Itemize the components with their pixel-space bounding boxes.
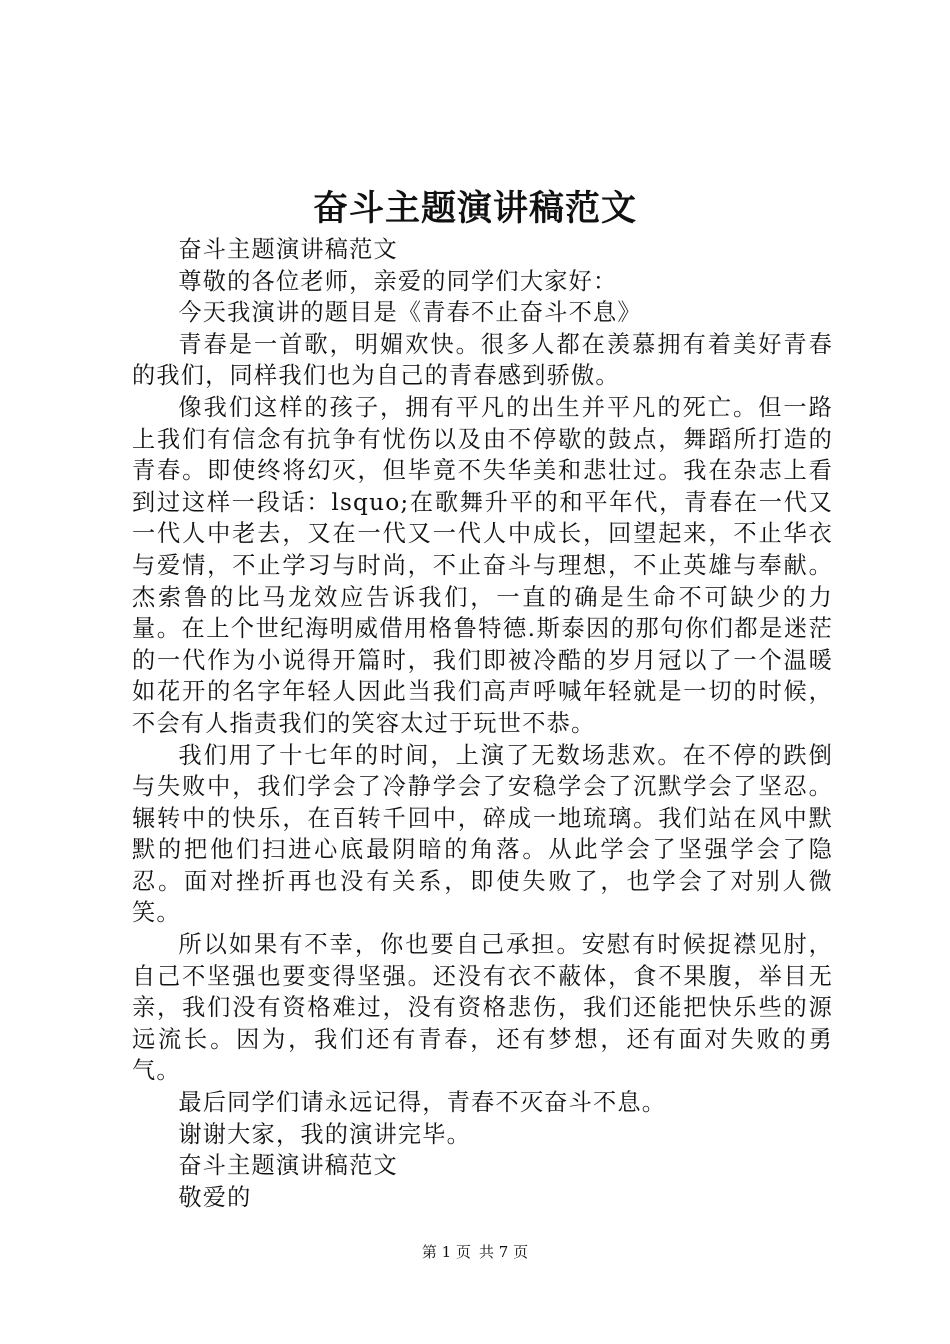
- paragraph-greeting: 尊敬的各位老师，亲爱的同学们大家好：: [178, 267, 618, 295]
- paragraph-thanks: 谢谢大家，我的演讲完毕。: [178, 1120, 472, 1148]
- paragraph-topic: 今天我演讲的题目是《青春不止奋斗不息》: [178, 299, 642, 327]
- paragraph-body: 我们用了十七年的时间，上演了无数场悲欢。在不停的跌倒与失败中，我们学会了冷静学会了安稳学会了沉默学会了坚忍。辗转中的快乐，在百转千回中，碎成一地琉璃。我们站在风中默默的把他们扫进心底最阴暗的角落。从此学会了坚强学会了隐忍。面对挫折再也没有关系，即使失败了，也学会了对别人微笑。: [132, 741, 833, 927]
- page-footer: [0, 1241, 950, 1263]
- paragraph-closing: 最后同学们请永远记得，青春不灭奋斗不息。: [178, 1089, 667, 1117]
- paragraph-body: 青春是一首歌，明媚欢快。很多人都在羡慕拥有着美好青春的我们，同样我们也为自己的青春感到骄傲。: [132, 330, 833, 390]
- document-title: 奋斗主题演讲稿范文: [312, 188, 637, 229]
- paragraph-body: 像我们这样的孩子，拥有平凡的出生并平凡的死亡。但一路上我们有信念有抗争有忧伤以及由不停歇的鼓点，舞蹈所打造的青春。即使终将幻灭，但毕竟不失华美和悲壮过。我在杂志上看到过这样一段话：lsquo;在歌舞升平的和平年代，青春在一代又一代人中老去，又在一代又一代人中成长，回望起来，不止华衣与爱情，不止学习与时尚，不止奋斗与理想，不止英雄与奉献。杰索鲁的比马龙效应告诉我们，一直的确是生命不可缺少的力量。在上个世纪海明威借用格鲁特德.斯泰因的那句你们都是迷茫的一代作为小说得开篇时，我们即被冷酷的岁月冠以了一个温暖如花开的名字年轻人因此当我们高声呼喊年轻就是一切的时候，不会有人指责我们的笑容太过于玩世不恭。: [132, 393, 833, 737]
- document-body: [132, 234, 833, 1213]
- paragraph-body: 所以如果有不幸，你也要自己承担。安慰有时候捉襟见肘，自己不坚强也要变得坚强。还没有衣不蔽体，食不果腹，举目无亲，我们没有资格难过，没有资格悲伤，我们还能把快乐些的源远流长。因为，我们还有青春，还有梦想，还有面对失败的勇气。: [132, 931, 833, 1085]
- paragraph-next-heading: 奋斗主题演讲稿范文: [178, 1152, 398, 1180]
- paragraph-heading-repeat: 奋斗主题演讲稿范文: [178, 236, 398, 263]
- page-number: 第 1 页: [421, 1243, 471, 1261]
- page-total: 共 7 页: [479, 1243, 529, 1261]
- paragraph-next-greeting: 敬爱的: [178, 1183, 252, 1211]
